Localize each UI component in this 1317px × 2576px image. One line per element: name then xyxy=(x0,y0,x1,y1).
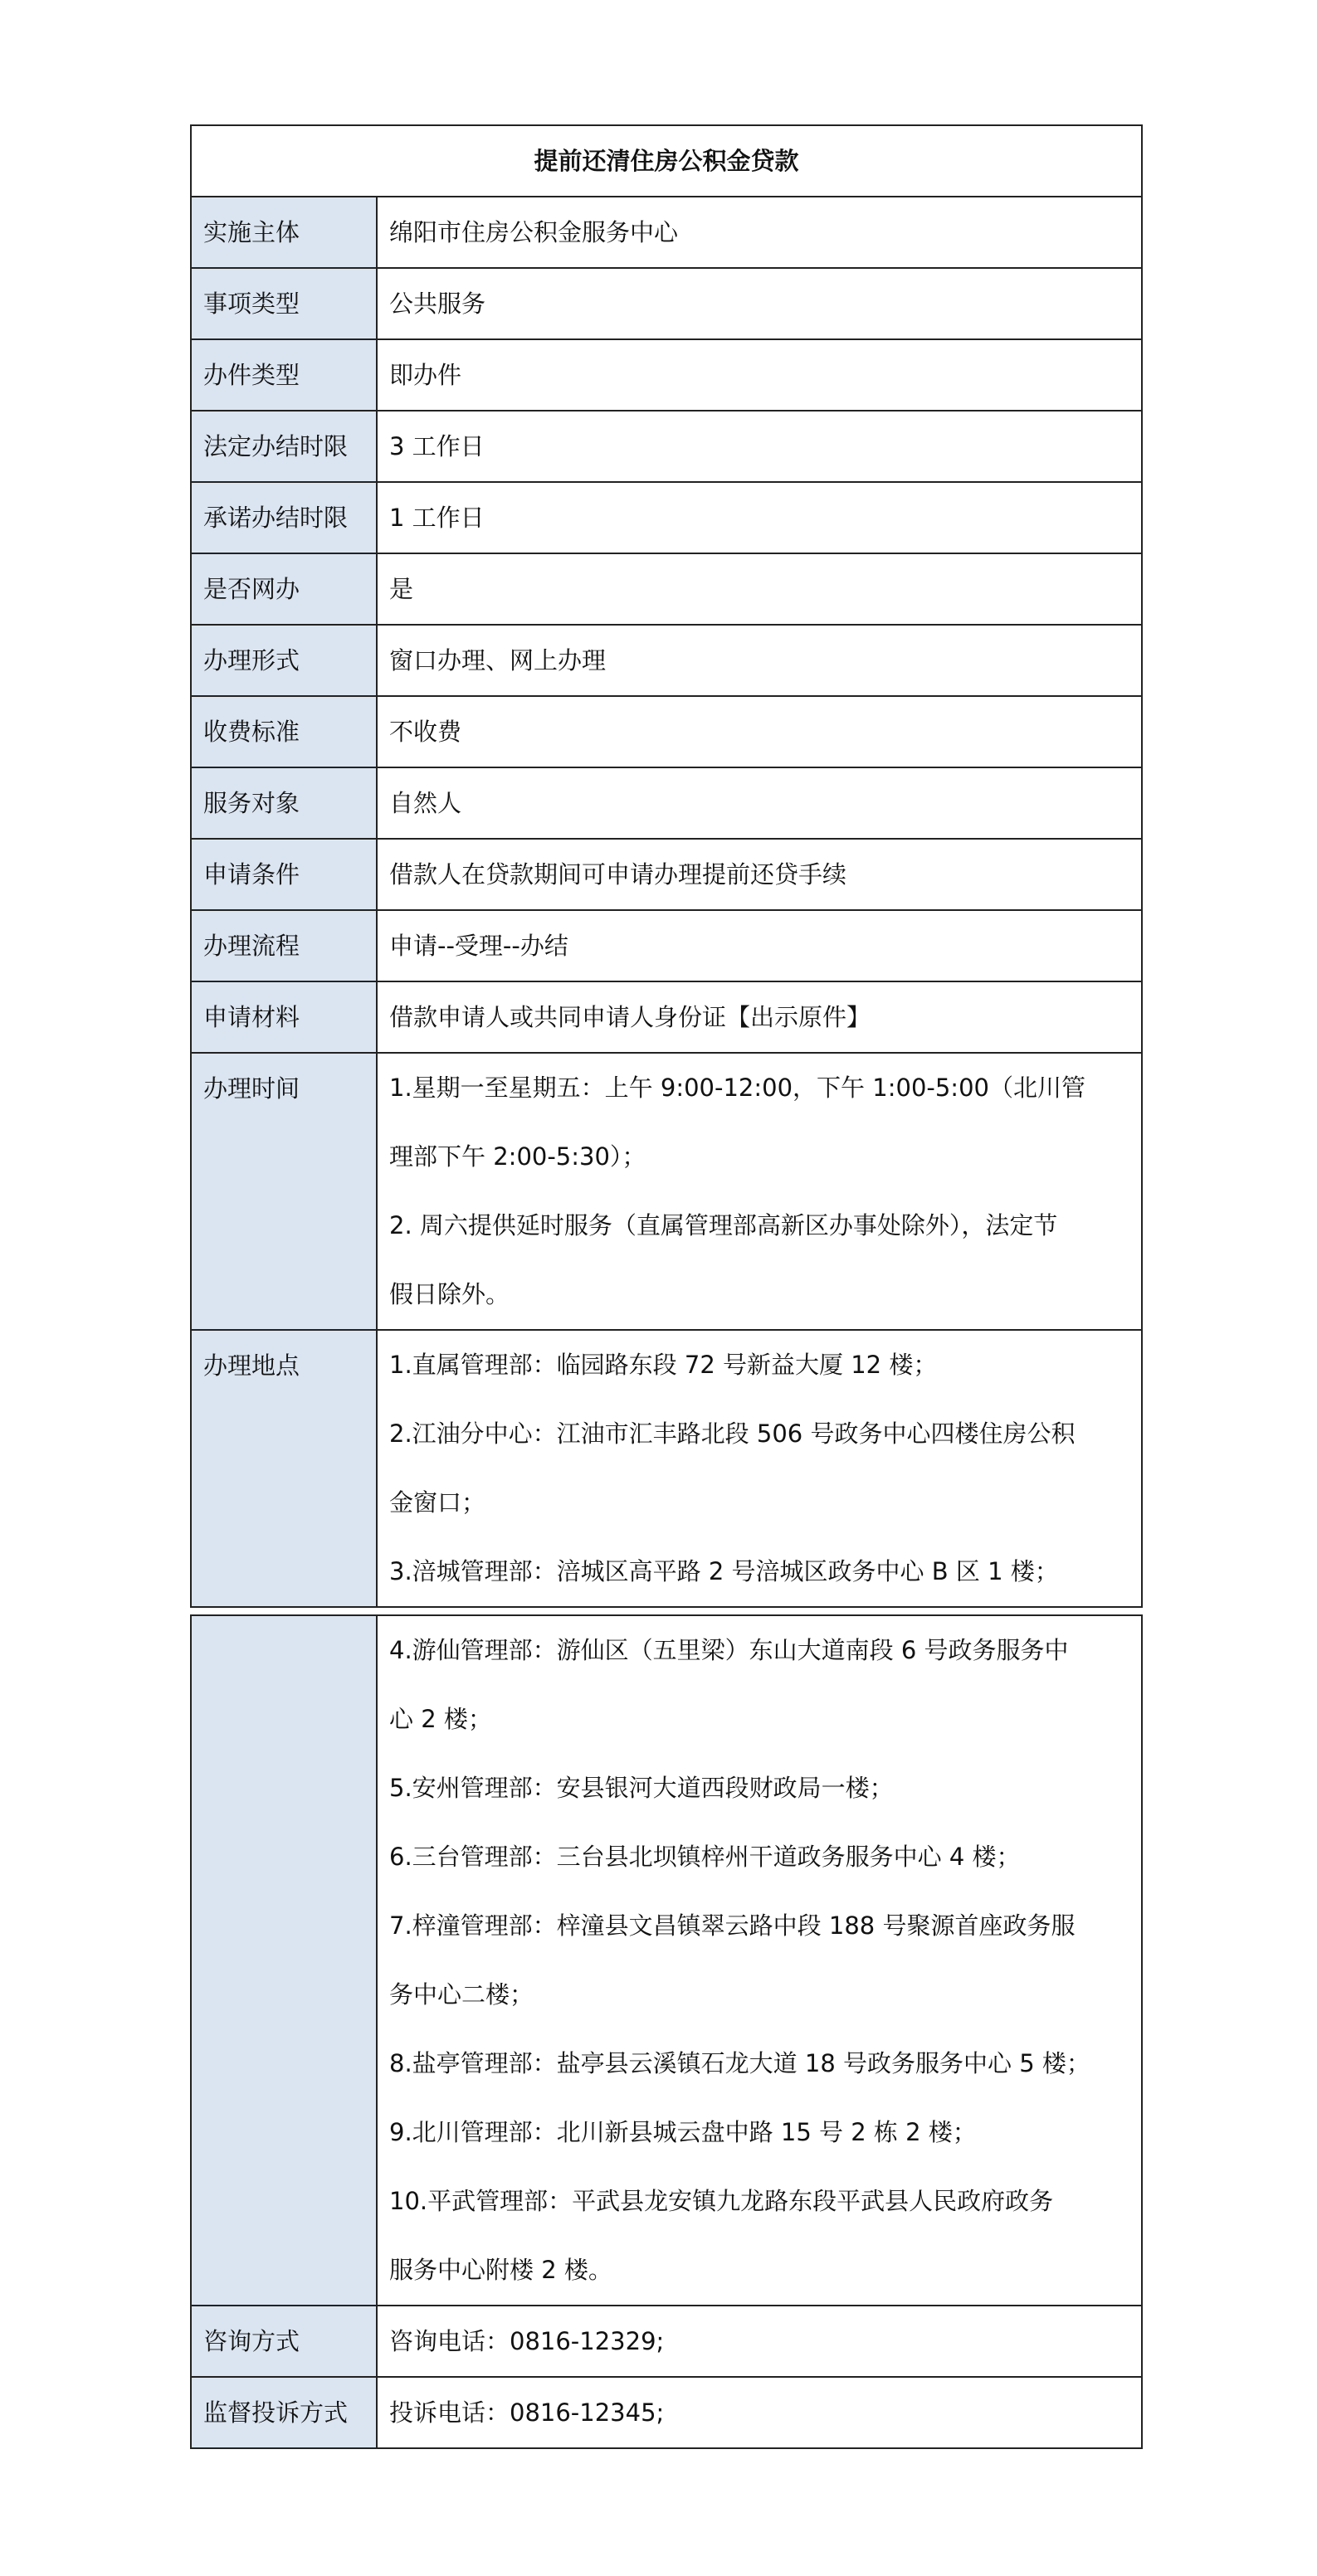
row-label: 办理时间 xyxy=(191,1053,377,1330)
table-row xyxy=(191,411,1142,482)
complaint-value: 投诉电话：0816-12345; xyxy=(377,2377,1142,2448)
location-line: 10.平武管理部：平武县龙安镇九龙路东段平武县人民政府政务 xyxy=(389,2187,1054,2215)
location-line: 金窗口； xyxy=(389,1488,486,1517)
row-label: 申请条件 xyxy=(191,839,377,910)
row-value: 窗口办理、网上办理 xyxy=(377,625,1142,696)
service-guide-table-part2 xyxy=(190,1614,1143,2449)
table-row-hours xyxy=(191,1053,1142,1330)
table-row-locations xyxy=(191,1330,1142,1607)
row-label: 监督投诉方式 xyxy=(191,2377,377,2448)
row-label: 办理流程 xyxy=(191,910,377,981)
row-value: 3 工作日 xyxy=(377,411,1142,482)
row-value: 申请--受理--办结 xyxy=(377,910,1142,981)
row-label: 办件类型 xyxy=(191,339,377,411)
table-row xyxy=(191,2306,1142,2377)
row-value: 借款申请人或共同申请人身份证【出示原件】 xyxy=(377,981,1142,1053)
row-label: 咨询方式 xyxy=(191,2306,377,2377)
hours-line: 1.星期一至星期五：上午 9:00-12:00，下午 1:00-5:00（北川管 xyxy=(389,1074,1085,1102)
location-line: 心 2 楼； xyxy=(389,1705,492,1733)
table-row xyxy=(191,981,1142,1053)
row-label: 办理形式 xyxy=(191,625,377,696)
service-guide-table-part1 xyxy=(190,124,1143,1608)
table-row-locations-continued xyxy=(191,1615,1142,2306)
title-row xyxy=(191,125,1142,197)
hours-line: 假日除外。 xyxy=(389,1280,510,1308)
row-label: 承诺办结时限 xyxy=(191,482,377,553)
row-value: 公共服务 xyxy=(377,268,1142,339)
row-label: 服务对象 xyxy=(191,767,377,839)
location-line: 服务中心附楼 2 楼。 xyxy=(389,2256,612,2284)
location-line: 1.直属管理部：临园路东段 72 号新益大厦 12 楼； xyxy=(389,1351,938,1379)
hours-value xyxy=(377,1053,1142,1330)
location-line: 6.三台管理部：三台县北坝镇梓州干道政务服务中心 4 楼； xyxy=(389,1843,1021,1871)
row-label: 事项类型 xyxy=(191,268,377,339)
table-row xyxy=(191,339,1142,411)
page-title: 提前还清住房公积金贷款 xyxy=(191,125,1142,197)
row-label: 办理地点 xyxy=(191,1330,377,1607)
service-guide-sheet xyxy=(190,124,1141,2449)
row-label-empty xyxy=(191,1615,377,2306)
row-value: 是 xyxy=(377,553,1142,625)
table-row xyxy=(191,696,1142,767)
location-line: 3.涪城管理部：涪城区高平路 2 号涪城区政务中心 B 区 1 楼； xyxy=(389,1557,1059,1585)
hours-line: 2. 周六提供延时服务（直属管理部高新区办事处除外），法定节 xyxy=(389,1211,1058,1239)
row-value: 绵阳市住房公积金服务中心 xyxy=(377,197,1142,268)
table-row xyxy=(191,197,1142,268)
location-line: 4.游仙管理部：游仙区（五里梁）东山大道南段 6 号政务服务中 xyxy=(389,1636,1069,1664)
location-line: 5.安州管理部：安县银河大道西段财政局一楼； xyxy=(389,1774,894,1802)
row-value: 1 工作日 xyxy=(377,482,1142,553)
table-row xyxy=(191,482,1142,553)
table-row xyxy=(191,839,1142,910)
row-value: 即办件 xyxy=(377,339,1142,411)
row-label: 法定办结时限 xyxy=(191,411,377,482)
locations-value xyxy=(377,1330,1142,1607)
location-line: 2.江油分中心：江油市汇丰路北段 506 号政务中心四楼住房公积 xyxy=(389,1419,1076,1448)
row-value: 借款人在贷款期间可申请办理提前还贷手续 xyxy=(377,839,1142,910)
row-label: 是否网办 xyxy=(191,553,377,625)
table-row xyxy=(191,767,1142,839)
row-label: 实施主体 xyxy=(191,197,377,268)
table-row xyxy=(191,910,1142,981)
consult-value: 咨询电话：0816-12329; xyxy=(377,2306,1142,2377)
row-label: 收费标准 xyxy=(191,696,377,767)
location-line: 9.北川管理部：北川新县城云盘中路 15 号 2 栋 2 楼； xyxy=(389,2118,977,2146)
table-row xyxy=(191,2377,1142,2448)
hours-line: 理部下午 2:00-5:30）； xyxy=(389,1142,646,1171)
location-line: 8.盐亭管理部：盐亭县云溪镇石龙大道 18 号政务服务中心 5 楼； xyxy=(389,2049,1090,2077)
page-break-gap xyxy=(190,1608,1141,1614)
locations-value-continued xyxy=(377,1615,1142,2306)
table-row xyxy=(191,268,1142,339)
table-row xyxy=(191,625,1142,696)
row-value: 自然人 xyxy=(377,767,1142,839)
row-value: 不收费 xyxy=(377,696,1142,767)
location-line: 7.梓潼管理部：梓潼县文昌镇翠云路中段 188 号聚源首座政务服 xyxy=(389,1911,1076,1940)
row-label: 申请材料 xyxy=(191,981,377,1053)
table-row xyxy=(191,553,1142,625)
location-line: 务中心二楼； xyxy=(389,1980,534,2009)
